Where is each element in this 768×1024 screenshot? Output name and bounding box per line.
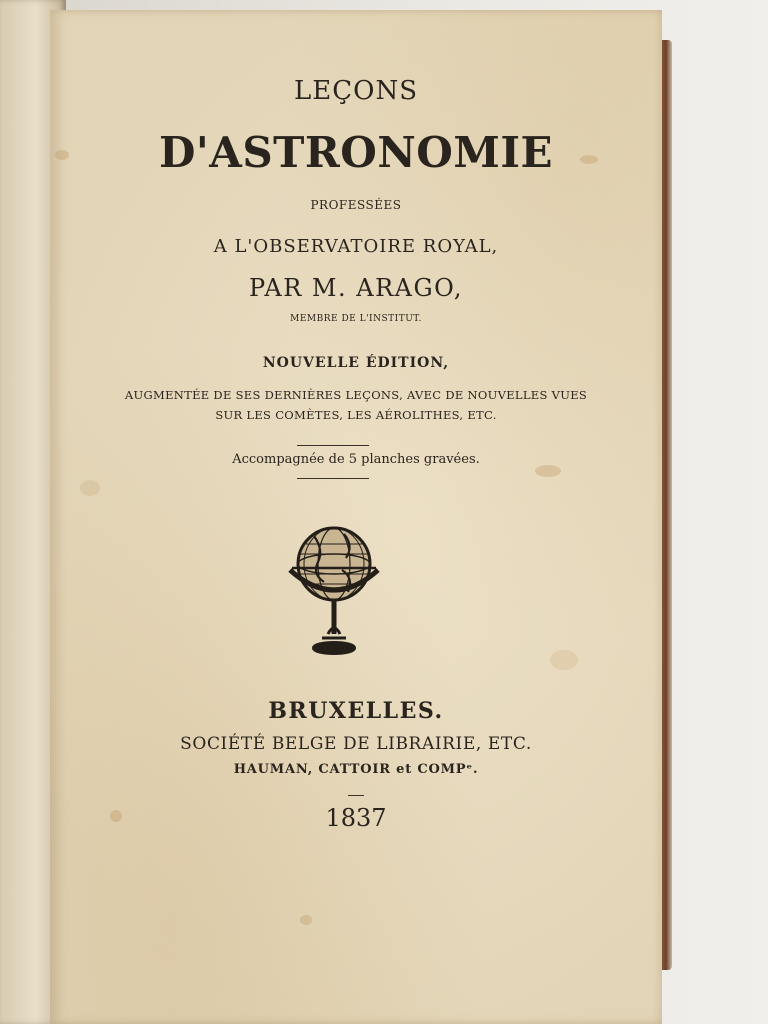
author-line: PAR M. ARAGO, <box>248 274 464 302</box>
author-affiliation: MEMBRE DE L'INSTITUT. <box>290 314 422 324</box>
divider-rule-bottom <box>297 478 369 479</box>
subtitle-professees: PROFESSÉES <box>310 198 402 212</box>
foxing-spot <box>300 915 312 925</box>
augmentee-line-1: AUGMENTÉE DE SES DERNIÈRES LEÇONS, AVEC DE NOUVELLES VUES <box>124 388 588 402</box>
year-line: 1837 <box>325 804 387 832</box>
divider-rule-top <box>297 445 369 446</box>
foxing-spot <box>550 650 578 670</box>
title-main: D'ASTRONOMIE <box>158 128 554 177</box>
printer-line: HAUMAN, CATTOIR et COMPᵉ. <box>233 762 479 777</box>
title-page <box>50 10 662 1024</box>
title-lecons: LEÇONS <box>293 76 418 106</box>
foxing-spot <box>80 480 100 496</box>
augmentee-line-2: SUR LES COMÈTES, LES AÉROLITHES, ETC. <box>215 408 497 422</box>
city-line: BRUXELLES. <box>268 698 444 724</box>
publisher-line: SOCIÉTÉ BELGE DE LIBRAIRIE, ETC. <box>180 734 532 754</box>
year-dash <box>348 795 364 796</box>
edition-line: NOUVELLE ÉDITION, <box>262 355 450 371</box>
planches-line: Accompagnée de 5 planches gravées. <box>232 452 480 467</box>
subtitle-observatoire: A L'OBSERVATOIRE ROYAL, <box>213 236 499 257</box>
armillary-globe-icon <box>284 522 384 670</box>
